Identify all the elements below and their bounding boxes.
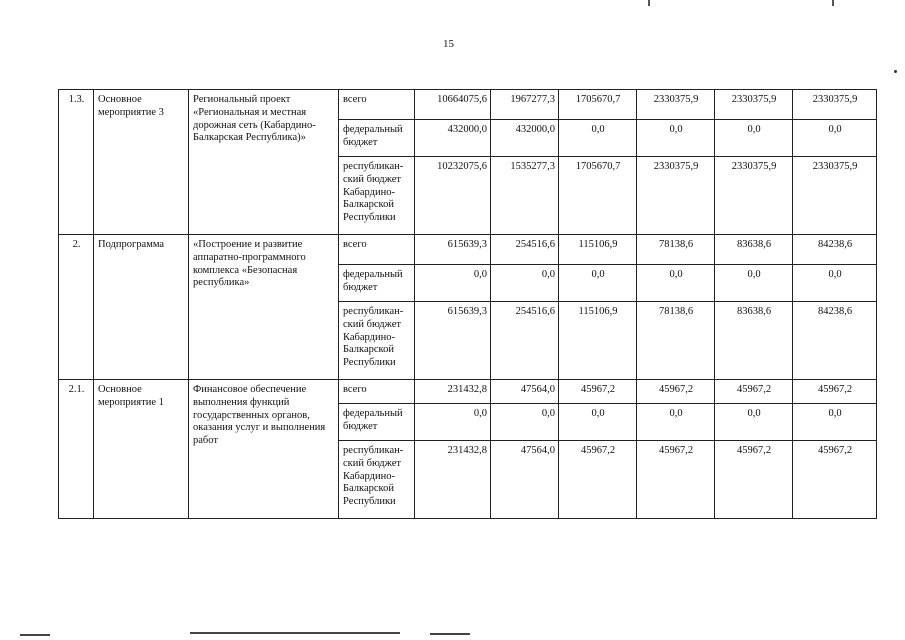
value-cell: 0,0 (415, 265, 491, 302)
value-cell: 1705670,7 (559, 90, 637, 120)
value-cell: 45967,2 (559, 441, 637, 519)
value-cell: 0,0 (793, 120, 877, 157)
value-cell: 83638,6 (715, 235, 793, 265)
funding-source-cell: всего (339, 380, 415, 404)
value-cell: 1705670,7 (559, 157, 637, 235)
table-row (59, 380, 877, 404)
table-row (59, 235, 877, 265)
scan-artifact (190, 632, 400, 634)
value-cell: 115106,9 (559, 302, 637, 380)
value-cell: 0,0 (491, 265, 559, 302)
scan-artifact (20, 634, 50, 636)
table-row (59, 90, 877, 120)
row-name-cell: Финансовое обеспечение выполнения функций государственных органов, оказания услуг и выполнения работ (189, 380, 339, 519)
value-cell: 45967,2 (559, 380, 637, 404)
value-cell: 78138,6 (637, 235, 715, 265)
value-cell: 432000,0 (491, 120, 559, 157)
value-cell: 2330375,9 (715, 90, 793, 120)
value-cell: 2330375,9 (715, 157, 793, 235)
value-cell: 45967,2 (637, 441, 715, 519)
value-cell: 231432,8 (415, 441, 491, 519)
value-cell: 0,0 (559, 404, 637, 441)
value-cell: 0,0 (415, 404, 491, 441)
value-cell: 84238,6 (793, 235, 877, 265)
funding-source-cell: федеральный бюджет (339, 120, 415, 157)
funding-source-cell: федеральный бюджет (339, 404, 415, 441)
funding-source-cell: всего (339, 235, 415, 265)
value-cell: 0,0 (559, 120, 637, 157)
row-name-cell: Региональный проект «Региональная и местная дорожная сеть (Кабардино-Балкарская Республика)» (189, 90, 339, 235)
page-number: 15 (443, 38, 454, 50)
funding-source-cell: республикан-ский бюджет Кабардино-Балкарской Республики (339, 302, 415, 380)
scan-artifact (648, 0, 650, 6)
value-cell: 47564,0 (491, 380, 559, 404)
value-cell: 47564,0 (491, 441, 559, 519)
value-cell: 254516,6 (491, 235, 559, 265)
value-cell: 0,0 (491, 404, 559, 441)
funding-source-cell: республикан-ский бюджет Кабардино-Балкарской Республики (339, 441, 415, 519)
value-cell: 10664075,6 (415, 90, 491, 120)
row-number-cell: 2.1. (59, 380, 94, 519)
value-cell: 0,0 (793, 404, 877, 441)
value-cell: 45967,2 (715, 441, 793, 519)
value-cell: 45967,2 (637, 380, 715, 404)
value-cell: 84238,6 (793, 302, 877, 380)
value-cell: 0,0 (637, 404, 715, 441)
value-cell: 1535277,3 (491, 157, 559, 235)
value-cell: 2330375,9 (637, 90, 715, 120)
value-cell: 615639,3 (415, 302, 491, 380)
row-name-cell: «Построение и развитие аппаратно-программного комплекса «Безопасная республика» (189, 235, 339, 380)
value-cell: 45967,2 (715, 380, 793, 404)
value-cell: 45967,2 (793, 441, 877, 519)
value-cell: 0,0 (715, 120, 793, 157)
scan-artifact (894, 70, 897, 73)
value-cell: 2330375,9 (793, 90, 877, 120)
funding-source-cell: республикан-ский бюджет Кабардино-Балкарской Республики (339, 157, 415, 235)
value-cell: 0,0 (559, 265, 637, 302)
value-cell: 254516,6 (491, 302, 559, 380)
funding-source-cell: всего (339, 90, 415, 120)
value-cell: 83638,6 (715, 302, 793, 380)
value-cell: 0,0 (637, 120, 715, 157)
value-cell: 1967277,3 (491, 90, 559, 120)
row-type-cell: Подпрограмма (94, 235, 189, 380)
scan-artifact (430, 633, 470, 635)
value-cell: 2330375,9 (793, 157, 877, 235)
value-cell: 432000,0 (415, 120, 491, 157)
value-cell: 0,0 (793, 265, 877, 302)
value-cell: 45967,2 (793, 380, 877, 404)
budget-table (58, 89, 877, 519)
row-type-cell: Основное мероприятие 3 (94, 90, 189, 235)
value-cell: 0,0 (637, 265, 715, 302)
funding-source-cell: федеральный бюджет (339, 265, 415, 302)
value-cell: 0,0 (715, 265, 793, 302)
value-cell: 115106,9 (559, 235, 637, 265)
row-type-cell: Основное мероприятие 1 (94, 380, 189, 519)
value-cell: 0,0 (715, 404, 793, 441)
row-number-cell: 1.3. (59, 90, 94, 235)
value-cell: 615639,3 (415, 235, 491, 265)
value-cell: 231432,8 (415, 380, 491, 404)
value-cell: 2330375,9 (637, 157, 715, 235)
scan-artifact (832, 0, 834, 6)
value-cell: 78138,6 (637, 302, 715, 380)
row-number-cell: 2. (59, 235, 94, 380)
value-cell: 10232075,6 (415, 157, 491, 235)
